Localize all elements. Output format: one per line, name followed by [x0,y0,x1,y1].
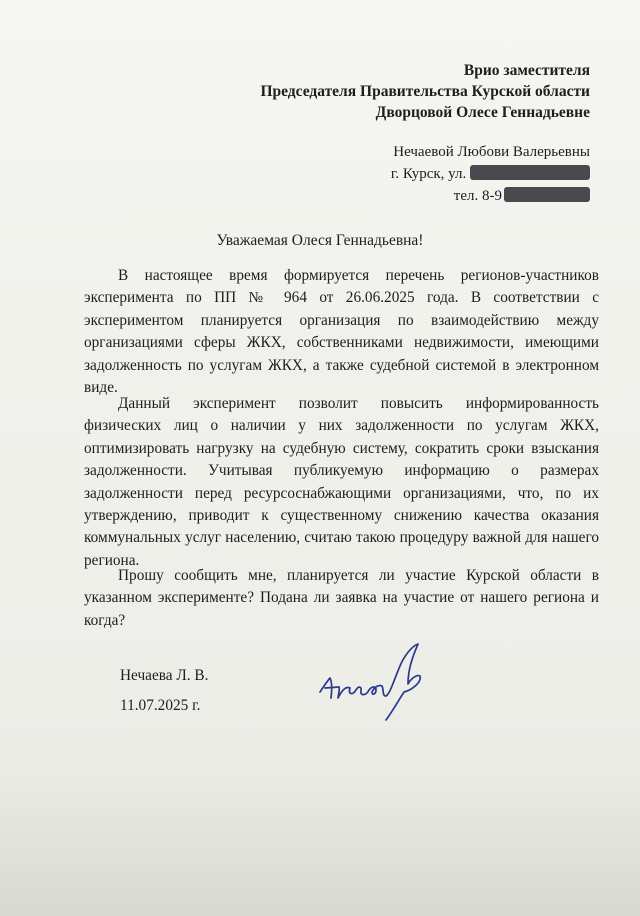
sender-address [230,163,590,185]
signatory-name: Нечаева Л. В. [120,667,209,684]
addressee-title: Врио заместителя [463,62,590,79]
sender-name: Нечаевой Любови Валерьевны [393,144,590,160]
page-shadow [0,776,640,916]
redacted-phone [504,187,590,202]
addressee-block [170,60,590,123]
body-paragraph-2: Данный эксперимент позволит повысить информированность физических лиц о наличии у них задолженности по услугам ЖКХ, оптимизировать нагрузку на судебную систему, сократить сроки взыскания задолженности. Учитывая публикуемую информацию о размерах задолженности перед ресурсоснабжающими организациями, что, по их утверждению, приводит к существенному снижению качества оказания коммунальных услуг населению, считаю такою процедуру важной для нашего региона. [84,395,599,569]
sender-block [230,141,590,207]
addressee-position: Председателя Правительства Курской области [260,83,590,100]
sender-address-prefix: г. Курск, ул. [390,166,467,182]
sender-phone [230,185,590,207]
addressee-name: Дворцовой Олесе Геннадьевне [375,104,590,121]
letter-date: 11.07.2025 г. [120,697,201,714]
greeting: Уважаемая Олеся Геннадьевна! [216,232,424,249]
sender-phone-prefix: тел. 8-9 [453,188,502,204]
body-paragraph-1: В настоящее время формируется перечень регионов-участников эксперимента по ПП № 964 от 26.06.2025 года. В соответствии с экспериментом планируется организация по взаимодействию между организациями сферы ЖКХ, собственниками недвижимости, имеющими задолженность по услугам ЖКХ, а также судебной системой в электронном виде. [84,267,599,397]
body-paragraph-3: Прошу сообщить мне, планируется ли участие Курской области в указанном эксперименте? Подана ли заявка на участие от нашего региона и когда? [84,567,599,629]
handwritten-signature [312,640,442,725]
redacted-address [470,165,590,180]
